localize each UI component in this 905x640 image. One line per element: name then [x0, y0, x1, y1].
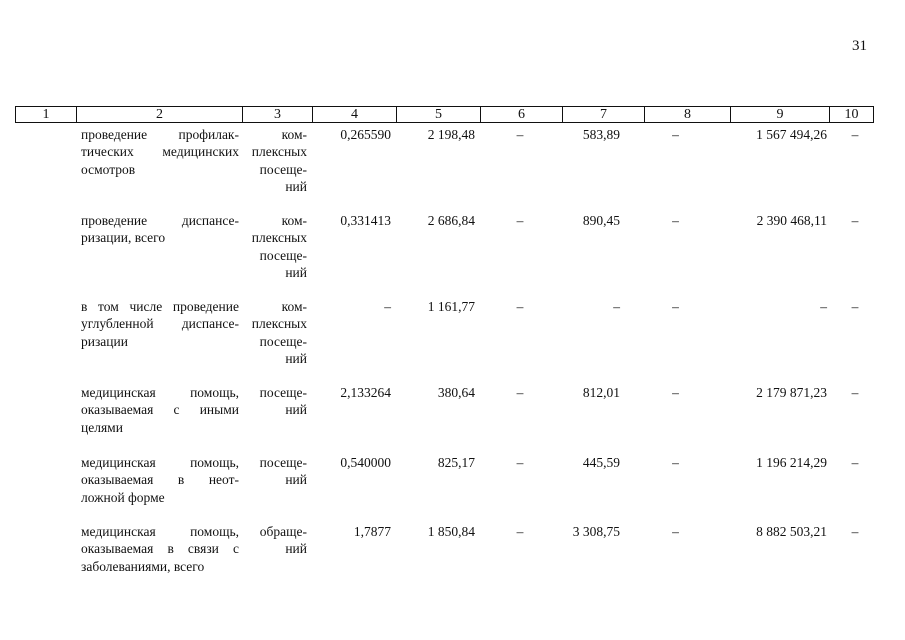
header-cell: 1 — [16, 107, 77, 123]
header-cell: 8 — [645, 107, 731, 123]
col-5-value: 1 161,77 — [427, 299, 475, 314]
header-cell: 5 — [397, 107, 481, 123]
col-5-value: 1 850,84 — [427, 524, 475, 539]
col-4-value: – — [384, 299, 391, 314]
col-6-value: – — [516, 524, 524, 539]
col-9-value: 1 196 214,29 — [756, 455, 827, 470]
col-4-value: 0,540000 — [340, 455, 391, 470]
col-7-value: 890,45 — [582, 213, 620, 228]
service-name: проведение профилак-тических медицинских осмотров — [81, 127, 239, 177]
col-8-value: – — [672, 127, 679, 142]
unit-of-measure: ком- плексных посеще- ний — [251, 127, 307, 194]
col-4-value: 2,133264 — [340, 385, 391, 400]
service-name: медицинская помощь, оказываемая в неот-ложной форме — [81, 455, 239, 505]
column-number-header — [15, 106, 874, 123]
unit-of-measure: посеще- ний — [259, 385, 307, 418]
col-10-value: – — [851, 524, 859, 539]
col-9-value: 8 882 503,21 — [756, 524, 827, 539]
col-9-value: 2 390 468,11 — [756, 213, 827, 228]
header-cell: 2 — [77, 107, 243, 123]
header-cell: 3 — [243, 107, 313, 123]
col-7-value: – — [613, 299, 620, 314]
unit-of-measure: ком- плексных посеще- ний — [251, 299, 307, 366]
col-4-value: 0,331413 — [340, 213, 391, 228]
unit-of-measure: обраще- ний — [259, 524, 307, 557]
col-8-value: – — [672, 524, 679, 539]
col-9-value: 1 567 494,26 — [756, 127, 827, 142]
page-number: 31 — [852, 38, 867, 54]
col-10-value: – — [851, 299, 859, 314]
unit-of-measure: посеще- ний — [259, 455, 307, 488]
col-10-value: – — [851, 213, 859, 228]
header-cell: 4 — [313, 107, 397, 123]
col-10-value: – — [851, 455, 859, 470]
service-name: в том числе проведение углубленной диспансе-ризации — [81, 299, 239, 349]
col-7-value: 812,01 — [582, 385, 620, 400]
service-name: медицинская помощь, оказываемая с иными целями — [81, 385, 239, 435]
col-6-value: – — [516, 455, 524, 470]
col-9-value: 2 179 871,23 — [756, 385, 827, 400]
header-cell: 6 — [481, 107, 563, 123]
col-7-value: 583,89 — [582, 127, 620, 142]
col-8-value: – — [672, 455, 679, 470]
header-cell: 7 — [563, 107, 645, 123]
col-5-value: 2 686,84 — [427, 213, 475, 228]
col-6-value: – — [516, 213, 524, 228]
header-cell: 9 — [731, 107, 830, 123]
col-6-value: – — [516, 299, 524, 314]
col-4-value: 0,265590 — [340, 127, 391, 142]
col-6-value: – — [516, 385, 524, 400]
col-5-value: 380,64 — [437, 385, 475, 400]
col-8-value: – — [672, 299, 679, 314]
col-10-value: – — [851, 127, 859, 142]
service-name: проведение диспансе-ризации, всего — [81, 213, 239, 246]
col-9-value: – — [820, 299, 827, 314]
col-8-value: – — [672, 385, 679, 400]
service-name: медицинская помощь, оказываемая в связи с заболеваниями, всего — [81, 524, 239, 574]
col-6-value: – — [516, 127, 524, 142]
col-10-value: – — [851, 385, 859, 400]
col-5-value: 825,17 — [437, 455, 475, 470]
unit-of-measure: ком- плексных посеще- ний — [251, 213, 307, 280]
header-cell: 10 — [830, 107, 874, 123]
col-7-value: 445,59 — [582, 455, 620, 470]
col-8-value: – — [672, 213, 679, 228]
col-4-value: 1,7877 — [353, 524, 391, 539]
header-row — [16, 107, 874, 123]
col-5-value: 2 198,48 — [427, 127, 475, 142]
col-7-value: 3 308,75 — [572, 524, 620, 539]
